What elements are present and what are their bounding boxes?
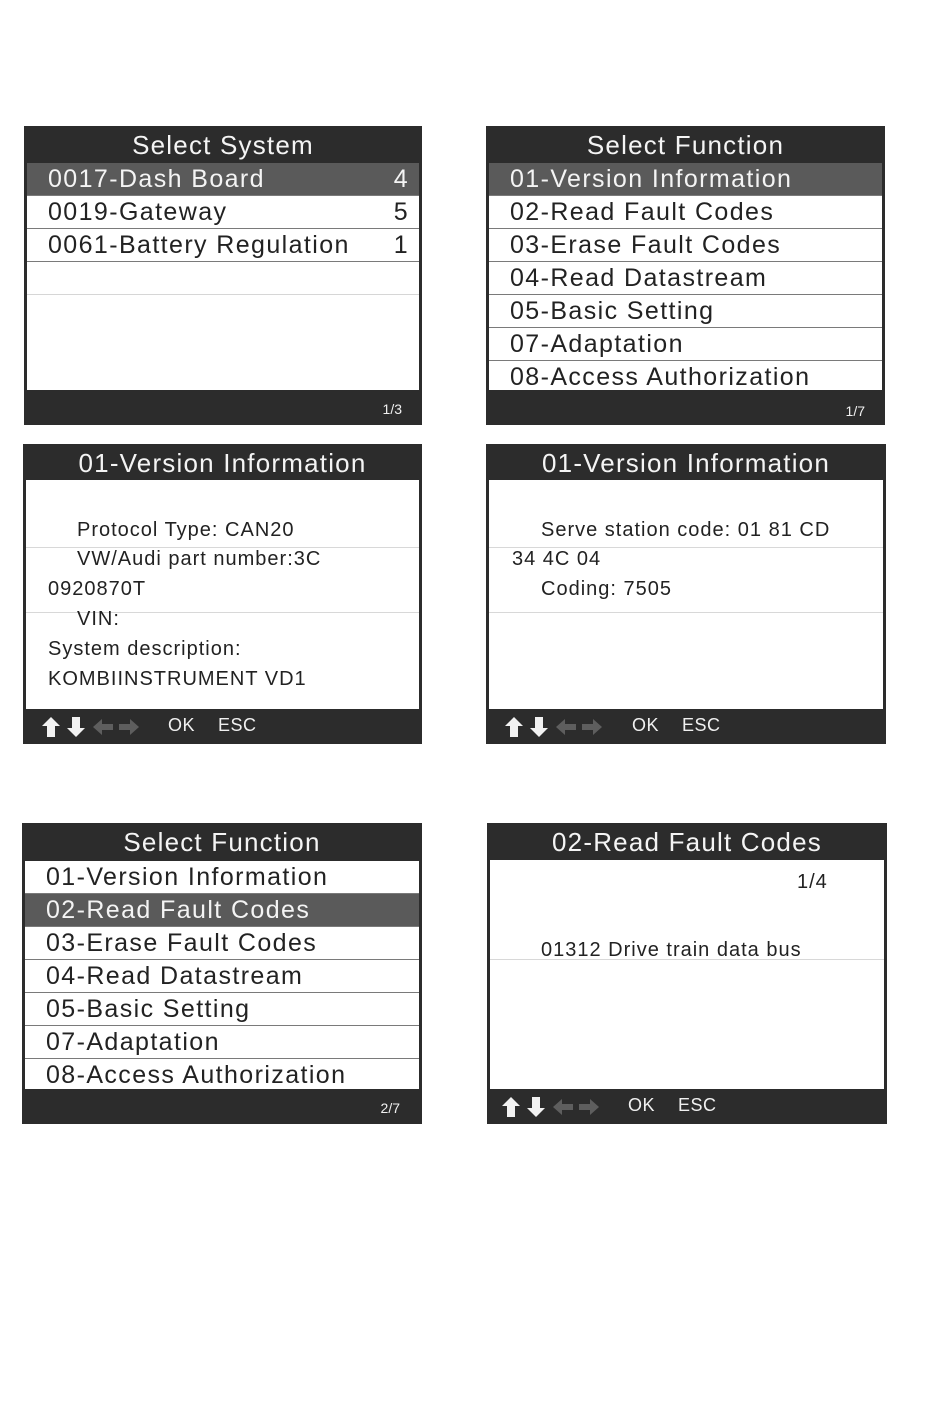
fault-code-text: 01312 Drive train data bus — [541, 939, 802, 961]
function-item-erase-fault-codes[interactable]: 03-Erase Fault Codes — [25, 927, 419, 960]
control-bar — [487, 1090, 887, 1124]
esc-button[interactable]: ESC — [682, 715, 721, 735]
system-item-label: 0061-Battery Regulation — [48, 231, 350, 259]
screen-title: 01-Version Information — [542, 448, 830, 478]
function-list — [25, 861, 419, 1089]
screen-title: 01-Version Information — [78, 448, 367, 478]
function-list — [489, 163, 882, 390]
version-info-content — [26, 480, 419, 709]
protocol-type-text: Protocol Type: CAN20 — [77, 519, 295, 541]
empty-row — [27, 262, 419, 295]
arrow-down-icon[interactable] — [526, 1096, 546, 1118]
status-bar — [486, 391, 885, 425]
ok-button[interactable]: OK — [168, 715, 196, 735]
system-item-battery-regulation[interactable] — [27, 229, 419, 262]
system-item-count: 4 — [393, 165, 409, 193]
function-item-read-datastream[interactable]: 04-Read Datastream — [489, 262, 882, 295]
status-bar — [24, 391, 422, 425]
system-item-label: 0017-Dash Board — [48, 165, 265, 193]
esc-button[interactable]: ESC — [218, 715, 257, 735]
part-number-continued-text: 0920870T — [48, 578, 147, 600]
function-item-erase-fault-codes[interactable]: 03-Erase Fault Codes — [489, 229, 882, 262]
arrow-left-icon — [92, 716, 114, 738]
version-information-screen — [23, 444, 422, 744]
page-indicator: 2/7 — [380, 1100, 400, 1116]
system-list — [27, 163, 419, 390]
arrow-right-icon — [118, 716, 140, 738]
function-item-adaptation[interactable]: 07-Adaptation — [489, 328, 882, 361]
arrow-down-icon[interactable] — [529, 716, 549, 738]
fault-page-indicator: 1/4 — [797, 871, 828, 893]
screen-title: Select Function — [123, 827, 321, 857]
function-item-version-information[interactable]: 01-Version Information — [25, 861, 419, 894]
function-item-access-authorization[interactable]: 08-Access Authorization — [489, 361, 882, 390]
system-description-label: System description: — [48, 638, 242, 660]
arrow-up-icon[interactable] — [504, 716, 524, 738]
serve-station-code-text: Serve station code: 01 81 CD — [541, 519, 831, 541]
function-item-basic-setting[interactable]: 05-Basic Setting — [489, 295, 882, 328]
control-bar — [23, 710, 422, 744]
read-fault-codes-screen — [487, 823, 887, 1124]
function-item-basic-setting[interactable]: 05-Basic Setting — [25, 993, 419, 1026]
arrow-left-icon — [555, 716, 577, 738]
arrow-left-icon — [552, 1096, 574, 1118]
vin-text: VIN: — [77, 608, 120, 630]
coding-text: Coding: 7505 — [541, 578, 672, 600]
system-item-dash-board[interactable] — [27, 163, 419, 196]
arrow-down-icon[interactable] — [66, 716, 86, 738]
page-indicator: 1/3 — [382, 401, 402, 417]
serve-station-code-continued-text: 34 4C 04 — [512, 548, 602, 570]
function-item-read-fault-codes[interactable]: 02-Read Fault Codes — [489, 196, 882, 229]
system-item-gateway[interactable] — [27, 196, 419, 229]
system-item-count: 1 — [393, 231, 409, 259]
esc-button[interactable]: ESC — [678, 1095, 717, 1115]
page-indicator: 1/7 — [845, 403, 865, 419]
divider — [489, 612, 883, 613]
screen-title: Select System — [132, 130, 314, 160]
function-item-read-fault-codes[interactable]: 02-Read Fault Codes — [25, 894, 419, 927]
function-item-access-authorization[interactable]: 08-Access Authorization — [25, 1059, 419, 1089]
ok-button[interactable]: OK — [632, 715, 660, 735]
system-item-label: 0019-Gateway — [48, 198, 228, 226]
screen-title: Select Function — [586, 130, 785, 160]
version-info-content — [489, 480, 883, 709]
select-system-screen — [24, 126, 422, 425]
arrow-up-icon[interactable] — [501, 1096, 521, 1118]
ok-button[interactable]: OK — [628, 1095, 656, 1115]
part-number-text: VW/Audi part number:3C — [77, 548, 322, 570]
select-function-screen — [486, 126, 885, 425]
function-item-version-information[interactable]: 01-Version Information — [489, 163, 882, 196]
fault-code-content — [490, 860, 884, 1089]
function-item-adaptation[interactable]: 07-Adaptation — [25, 1026, 419, 1059]
arrow-up-icon[interactable] — [41, 716, 61, 738]
screen-title: 02-Read Fault Codes — [552, 827, 822, 857]
system-item-count: 5 — [393, 198, 409, 226]
arrow-right-icon — [581, 716, 603, 738]
control-bar — [486, 710, 886, 744]
select-function-screen — [22, 823, 422, 1124]
function-item-read-datastream[interactable]: 04-Read Datastream — [25, 960, 419, 993]
version-information-screen — [486, 444, 886, 744]
system-description-value: KOMBIINSTRUMENT VD1 — [48, 668, 307, 690]
status-bar — [22, 1090, 422, 1124]
arrow-right-icon — [578, 1096, 600, 1118]
